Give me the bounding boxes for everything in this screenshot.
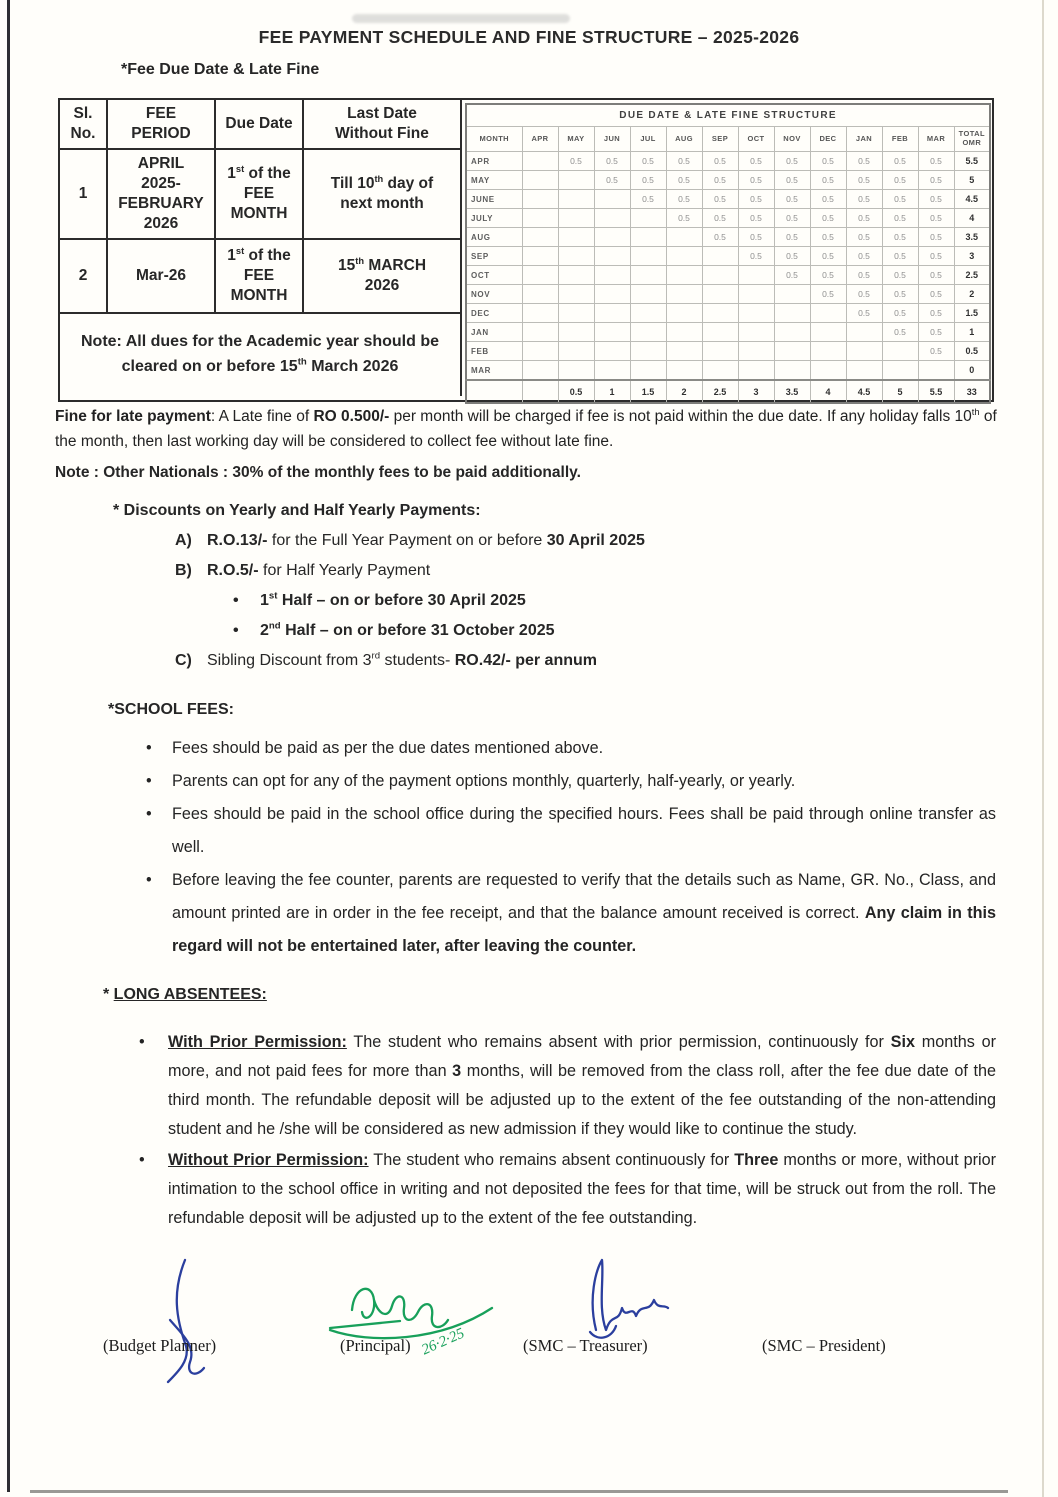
fine-cell: 0.5 bbox=[810, 285, 846, 304]
header-due-date: Due Date bbox=[216, 100, 304, 150]
fine-col-header: MAR bbox=[918, 127, 954, 152]
fine-cell: 0.5 bbox=[594, 152, 630, 171]
fine-cell bbox=[702, 323, 738, 342]
fine-cell: 0.5 bbox=[846, 228, 882, 247]
fine-col-header: FEB bbox=[882, 127, 918, 152]
fine-cell bbox=[918, 361, 954, 381]
fine-cell: 0.5 bbox=[846, 266, 882, 285]
bullet-item: • Fees should be paid as per the due dates mentioned above. bbox=[108, 732, 996, 765]
fine-cell bbox=[666, 285, 702, 304]
fine-table bbox=[465, 103, 991, 404]
fine-cell: 0.5 bbox=[630, 190, 666, 209]
discounts-items bbox=[113, 532, 913, 670]
fine-cell bbox=[558, 342, 594, 361]
fine-col-header: JUN bbox=[594, 127, 630, 152]
cell-period-1: APRIL 2025- FEBRUARY 2026 bbox=[108, 150, 216, 240]
fine-cell bbox=[594, 190, 630, 209]
header-fee-period: FEE PERIOD bbox=[108, 100, 216, 150]
fine-cell bbox=[522, 323, 558, 342]
other-nationals-note: Note : Other Nationals : 30% of the monthly fees to be paid additionally. bbox=[55, 464, 581, 481]
fine-cell: 0.5 bbox=[738, 209, 774, 228]
bullet-item: • With Prior Permission: The student who remains absent with prior permission, continuously for Six months or more, and not paid fees for more than 3 months, will be removed from the class roll, after the fee due date of the third month. The refundable deposit will be adjusted up to the extent of the fee outstanding of the non-attending student and he /she will be considered as new admission if they would like to continue the study. bbox=[103, 1028, 996, 1144]
fine-cell bbox=[522, 342, 558, 361]
fine-col-header: JAN bbox=[846, 127, 882, 152]
fine-row-label: JULY bbox=[466, 209, 522, 228]
fine-cell bbox=[558, 285, 594, 304]
fine-cell: 0.5 bbox=[774, 152, 810, 171]
fine-cell: 0.5 bbox=[846, 152, 882, 171]
fine-row-label: FEB bbox=[466, 342, 522, 361]
fine-footer-cell: 0.5 bbox=[558, 380, 594, 403]
fine-cell: 0.5 bbox=[630, 171, 666, 190]
fine-footer-cell: 4 bbox=[810, 380, 846, 403]
fine-cell bbox=[594, 247, 630, 266]
fine-footer-cell bbox=[522, 380, 558, 403]
fine-cell bbox=[774, 361, 810, 381]
fine-cell: 0.5 bbox=[918, 190, 954, 209]
fine-col-header: MONTH bbox=[466, 127, 522, 152]
fine-row-label: AUG bbox=[466, 228, 522, 247]
fine-cell bbox=[522, 209, 558, 228]
signature-label-smc-president: (SMC – President) bbox=[762, 1336, 886, 1355]
fine-cell: 0 bbox=[954, 361, 990, 381]
fine-cell: 0.5 bbox=[882, 247, 918, 266]
fine-cell bbox=[558, 228, 594, 247]
fine-cell: 5.5 bbox=[954, 152, 990, 171]
fine-cell: 0.5 bbox=[882, 266, 918, 285]
fine-cell bbox=[594, 361, 630, 381]
fine-cell: 0.5 bbox=[846, 247, 882, 266]
signatures-block bbox=[0, 1250, 1058, 1497]
discount-item bbox=[113, 652, 913, 670]
discount-item bbox=[113, 532, 913, 550]
fine-footer-cell: 2 bbox=[666, 380, 702, 403]
fine-cell bbox=[522, 228, 558, 247]
fine-cell: 0.5 bbox=[918, 304, 954, 323]
fine-cell: 0.5 bbox=[810, 266, 846, 285]
fine-col-header: APR bbox=[522, 127, 558, 152]
fine-cell bbox=[630, 228, 666, 247]
discount-item-label: A) bbox=[175, 532, 192, 549]
fine-cell: 0.5 bbox=[774, 228, 810, 247]
fine-cell bbox=[558, 209, 594, 228]
fine-cell: 0.5 bbox=[882, 304, 918, 323]
fine-cell: 0.5 bbox=[918, 152, 954, 171]
fine-cell: 0.5 bbox=[774, 190, 810, 209]
fine-cell bbox=[810, 361, 846, 381]
fine-cell: 0.5 bbox=[918, 247, 954, 266]
long-absentees-section bbox=[103, 986, 996, 1235]
fine-cell bbox=[846, 323, 882, 342]
fine-cell bbox=[666, 361, 702, 381]
fine-row-label: OCT bbox=[466, 266, 522, 285]
fine-cell bbox=[666, 266, 702, 285]
fine-cell bbox=[630, 361, 666, 381]
fine-footer-cell: 1 bbox=[594, 380, 630, 403]
fine-row-label: JUNE bbox=[466, 190, 522, 209]
fine-cell: 0.5 bbox=[918, 342, 954, 361]
fine-cell bbox=[666, 323, 702, 342]
discounts-section bbox=[113, 502, 913, 670]
fine-cell bbox=[666, 342, 702, 361]
signature-label-smc-treasurer: (SMC – Treasurer) bbox=[523, 1336, 648, 1355]
fine-footer-cell: 2.5 bbox=[702, 380, 738, 403]
discount-item-label: C) bbox=[175, 652, 192, 669]
cell-due-2: 1st of the FEE MONTH bbox=[216, 240, 304, 314]
fine-cell: 0.5 bbox=[702, 190, 738, 209]
long-absentees-bullets bbox=[103, 1028, 996, 1233]
fine-cell: 5 bbox=[954, 171, 990, 190]
fine-row-label: JAN bbox=[466, 323, 522, 342]
fine-footer-cell bbox=[466, 380, 522, 403]
fine-cell bbox=[522, 285, 558, 304]
fine-cell bbox=[738, 304, 774, 323]
fine-cell: 0.5 bbox=[630, 152, 666, 171]
fine-cell: 1.5 bbox=[954, 304, 990, 323]
fine-cell bbox=[522, 152, 558, 171]
fine-cell bbox=[522, 247, 558, 266]
fine-cell bbox=[594, 266, 630, 285]
fine-cell bbox=[882, 361, 918, 381]
fine-cell: 2 bbox=[954, 285, 990, 304]
fine-cell bbox=[630, 247, 666, 266]
fine-cell bbox=[810, 304, 846, 323]
fine-cell bbox=[702, 266, 738, 285]
fine-col-header: JUL bbox=[630, 127, 666, 152]
fine-cell bbox=[558, 247, 594, 266]
fine-cell: 0.5 bbox=[918, 228, 954, 247]
fine-cell: 0.5 bbox=[666, 152, 702, 171]
fine-cell bbox=[594, 285, 630, 304]
fine-cell: 0.5 bbox=[810, 228, 846, 247]
school-fees-section bbox=[108, 701, 996, 963]
fine-cell: 0.5 bbox=[666, 171, 702, 190]
fine-cell bbox=[738, 342, 774, 361]
fine-cell bbox=[702, 304, 738, 323]
fine-col-header: OCT bbox=[738, 127, 774, 152]
school-fees-bullets bbox=[108, 732, 996, 963]
fine-cell: 0.5 bbox=[702, 171, 738, 190]
cell-period-2: Mar-26 bbox=[108, 240, 216, 314]
fine-row-label: DEC bbox=[466, 304, 522, 323]
fine-footer-cell: 5 bbox=[882, 380, 918, 403]
fine-cell: 3 bbox=[954, 247, 990, 266]
fine-col-header: TOTAL OMR bbox=[954, 127, 990, 152]
fine-row-label: APR bbox=[466, 152, 522, 171]
fine-footer-cell: 4.5 bbox=[846, 380, 882, 403]
fine-row-label: MAY bbox=[466, 171, 522, 190]
fine-cell bbox=[666, 304, 702, 323]
fine-cell: 0.5 bbox=[810, 209, 846, 228]
fine-col-header: MAY bbox=[558, 127, 594, 152]
fine-cell bbox=[558, 190, 594, 209]
discounts-heading: * Discounts on Yearly and Half Yearly Payments: bbox=[113, 502, 481, 519]
fine-cell bbox=[630, 285, 666, 304]
signature-label-budget-planner: (Budget Planner) bbox=[103, 1336, 217, 1355]
fine-footer-cell: 3 bbox=[738, 380, 774, 403]
fine-cell bbox=[738, 323, 774, 342]
fine-cell bbox=[558, 266, 594, 285]
bullet-item: • Without Prior Permission: The student who remains absent continuously for Three months or more, without prior intimation to the school office in writing and not deposited the fees for that time, will be struck out from the roll. The refundable deposit will be adjusted up to the extent of the fee outstanding. bbox=[103, 1146, 996, 1233]
fine-cell: 0.5 bbox=[738, 190, 774, 209]
fine-cell bbox=[594, 209, 630, 228]
signature-label-principal: (Principal) bbox=[340, 1336, 411, 1355]
long-absentees-heading: * LONG ABSENTEES: bbox=[103, 986, 267, 1003]
fine-cell: 0.5 bbox=[882, 228, 918, 247]
fine-cell bbox=[594, 342, 630, 361]
fine-cell: 0.5 bbox=[810, 247, 846, 266]
fine-cell bbox=[702, 285, 738, 304]
fine-cell: 0.5 bbox=[918, 171, 954, 190]
fine-cell: 4 bbox=[954, 209, 990, 228]
fine-cell bbox=[810, 323, 846, 342]
fine-cell bbox=[774, 304, 810, 323]
fine-cell bbox=[522, 266, 558, 285]
school-fees-heading: *SCHOOL FEES: bbox=[108, 701, 234, 718]
fine-cell: 0.5 bbox=[774, 171, 810, 190]
fine-col-header: AUG bbox=[666, 127, 702, 152]
cell-last-1: Till 10th day of next month bbox=[304, 150, 462, 240]
cell-due-1: 1st of the FEE MONTH bbox=[216, 150, 304, 240]
fine-cell: 0.5 bbox=[666, 190, 702, 209]
signature-principal-ink bbox=[330, 1321, 400, 1328]
fine-cell bbox=[630, 266, 666, 285]
fine-cell: 1 bbox=[954, 323, 990, 342]
discount-item-label: B) bbox=[175, 562, 192, 579]
fine-cell bbox=[774, 342, 810, 361]
fine-cell bbox=[558, 323, 594, 342]
fine-cell bbox=[738, 361, 774, 381]
fine-cell: 0.5 bbox=[846, 209, 882, 228]
signature-principal-ink bbox=[330, 1308, 492, 1338]
fine-cell: 3.5 bbox=[954, 228, 990, 247]
signature-treasurer-ink bbox=[593, 1260, 668, 1330]
fine-cell bbox=[558, 171, 594, 190]
fine-table-title: DUE DATE & LATE FINE STRUCTURE bbox=[466, 104, 990, 127]
fine-cell: 0.5 bbox=[810, 152, 846, 171]
fine-cell bbox=[666, 228, 702, 247]
fine-cell: 0.5 bbox=[738, 247, 774, 266]
fine-cell: 0.5 bbox=[774, 266, 810, 285]
fine-cell: 0.5 bbox=[882, 285, 918, 304]
fine-cell bbox=[630, 304, 666, 323]
fine-cell bbox=[774, 285, 810, 304]
fine-cell: 0.5 bbox=[774, 209, 810, 228]
cell-sl-2: 2 bbox=[60, 240, 108, 314]
fine-cell: 0.5 bbox=[846, 190, 882, 209]
fine-cell: 0.5 bbox=[738, 152, 774, 171]
cell-last-2: 15th MARCH 2026 bbox=[304, 240, 462, 314]
fine-cell bbox=[810, 342, 846, 361]
fine-footer-cell: 1.5 bbox=[630, 380, 666, 403]
fine-cell bbox=[594, 228, 630, 247]
fine-cell bbox=[702, 361, 738, 381]
fine-cell bbox=[738, 285, 774, 304]
discount-item bbox=[113, 562, 913, 580]
fine-cell bbox=[774, 323, 810, 342]
fine-cell: 4.5 bbox=[954, 190, 990, 209]
page-subtitle: *Fee Due Date & Late Fine bbox=[121, 61, 320, 78]
fine-cell: 0.5 bbox=[558, 152, 594, 171]
fine-cell bbox=[558, 304, 594, 323]
fine-cell bbox=[630, 209, 666, 228]
fine-cell bbox=[630, 323, 666, 342]
fee-schedule-table bbox=[60, 100, 462, 396]
fine-footer-cell: 33 bbox=[954, 380, 990, 403]
bullet-item: • Fees should be paid in the school office during the specified hours. Fees shall be paid through online transfer as well. bbox=[108, 798, 996, 864]
fine-cell: 0.5 bbox=[738, 228, 774, 247]
fine-cell: 0.5 bbox=[918, 266, 954, 285]
fine-cell: 0.5 bbox=[846, 285, 882, 304]
fine-cell: 0.5 bbox=[810, 190, 846, 209]
fine-cell bbox=[702, 342, 738, 361]
discount-item-text: Sibling Discount from 3rd students- RO.42/- per annum bbox=[207, 650, 597, 669]
fine-cell bbox=[738, 266, 774, 285]
fine-cell bbox=[630, 342, 666, 361]
fine-cell bbox=[522, 304, 558, 323]
fine-cell bbox=[522, 190, 558, 209]
fine-col-header: SEP bbox=[702, 127, 738, 152]
fine-for-late-payment-note: Fine for late payment: A Late fine of RO 0.500/- per month will be charged if fee is not paid within the due date. If any holiday falls 10th of the month, then last working day will be considered to collect fee without late fine. bbox=[55, 406, 997, 451]
fine-cell bbox=[882, 342, 918, 361]
fine-footer-cell: 5.5 bbox=[918, 380, 954, 403]
fine-row-label: SEP bbox=[466, 247, 522, 266]
fine-cell: 2.5 bbox=[954, 266, 990, 285]
fine-cell bbox=[594, 323, 630, 342]
fine-col-header: DEC bbox=[810, 127, 846, 152]
discount-item-text: R.O.13/- for the Full Year Payment on or before 30 April 2025 bbox=[207, 532, 645, 549]
fine-cell bbox=[594, 304, 630, 323]
fine-cell: 0.5 bbox=[702, 228, 738, 247]
fine-cell bbox=[846, 361, 882, 381]
bullet-item: • Before leaving the fee counter, parents are requested to verify that the details such as Name, GR. No., Class, and amount printed are in order in the fee receipt, and that the balance amount received is correct. Any claim in this regard will not be entertained later, after leaving the counter. bbox=[108, 864, 996, 963]
fine-cell: 0.5 bbox=[846, 171, 882, 190]
header-sl-no: Sl. No. bbox=[60, 100, 108, 150]
fine-cell: 0.5 bbox=[774, 247, 810, 266]
schedule-note: Note: All dues for the Academic year should be cleared on or before 15th March 2026 bbox=[60, 314, 462, 396]
fine-cell: 0.5 bbox=[882, 323, 918, 342]
fine-cell bbox=[702, 247, 738, 266]
fine-cell: 0.5 bbox=[702, 209, 738, 228]
fine-cell bbox=[666, 247, 702, 266]
fine-cell bbox=[846, 342, 882, 361]
fine-cell: 0.5 bbox=[918, 285, 954, 304]
fine-cell: 0.5 bbox=[882, 152, 918, 171]
page-title: FEE PAYMENT SCHEDULE AND FINE STRUCTURE – 2025-2026 bbox=[258, 27, 800, 47]
fine-cell: 0.5 bbox=[918, 323, 954, 342]
discount-item-text: R.O.5/- for Half Yearly Payment bbox=[207, 562, 431, 579]
discount-sub-bullet: • 2nd Half – on or before 31 October 2025 bbox=[113, 622, 913, 640]
fine-row-label: MAR bbox=[466, 361, 522, 381]
fine-cell: 0.5 bbox=[702, 152, 738, 171]
fine-col-header: NOV bbox=[774, 127, 810, 152]
scan-smudge bbox=[352, 14, 570, 23]
fine-structure-wrap bbox=[465, 103, 991, 404]
header-last-date: Last Date Without Fine bbox=[304, 100, 462, 150]
fee-table-block bbox=[58, 98, 994, 402]
fine-cell: 0.5 bbox=[810, 171, 846, 190]
fine-cell bbox=[522, 361, 558, 381]
fine-cell bbox=[522, 171, 558, 190]
discount-sub-bullet: • 1st Half – on or before 30 April 2025 bbox=[113, 592, 913, 610]
signature-principal-date: 26·2·25 bbox=[419, 1325, 467, 1359]
fine-cell bbox=[558, 361, 594, 381]
fine-cell: 0.5 bbox=[882, 171, 918, 190]
fine-cell: 0.5 bbox=[918, 209, 954, 228]
fine-cell: 0.5 bbox=[594, 171, 630, 190]
fine-cell: 0.5 bbox=[846, 304, 882, 323]
fine-row-label: NOV bbox=[466, 285, 522, 304]
signatures-ink bbox=[0, 1250, 1058, 1497]
fine-footer-cell: 3.5 bbox=[774, 380, 810, 403]
bullet-item: • Parents can opt for any of the payment options monthly, quarterly, half-yearly, or yearly. bbox=[108, 765, 996, 798]
fine-cell: 0.5 bbox=[738, 171, 774, 190]
fine-cell: 0.5 bbox=[666, 209, 702, 228]
fine-cell: 0.5 bbox=[882, 209, 918, 228]
fine-cell: 0.5 bbox=[954, 342, 990, 361]
fine-cell: 0.5 bbox=[882, 190, 918, 209]
cell-sl-1: 1 bbox=[60, 150, 108, 240]
